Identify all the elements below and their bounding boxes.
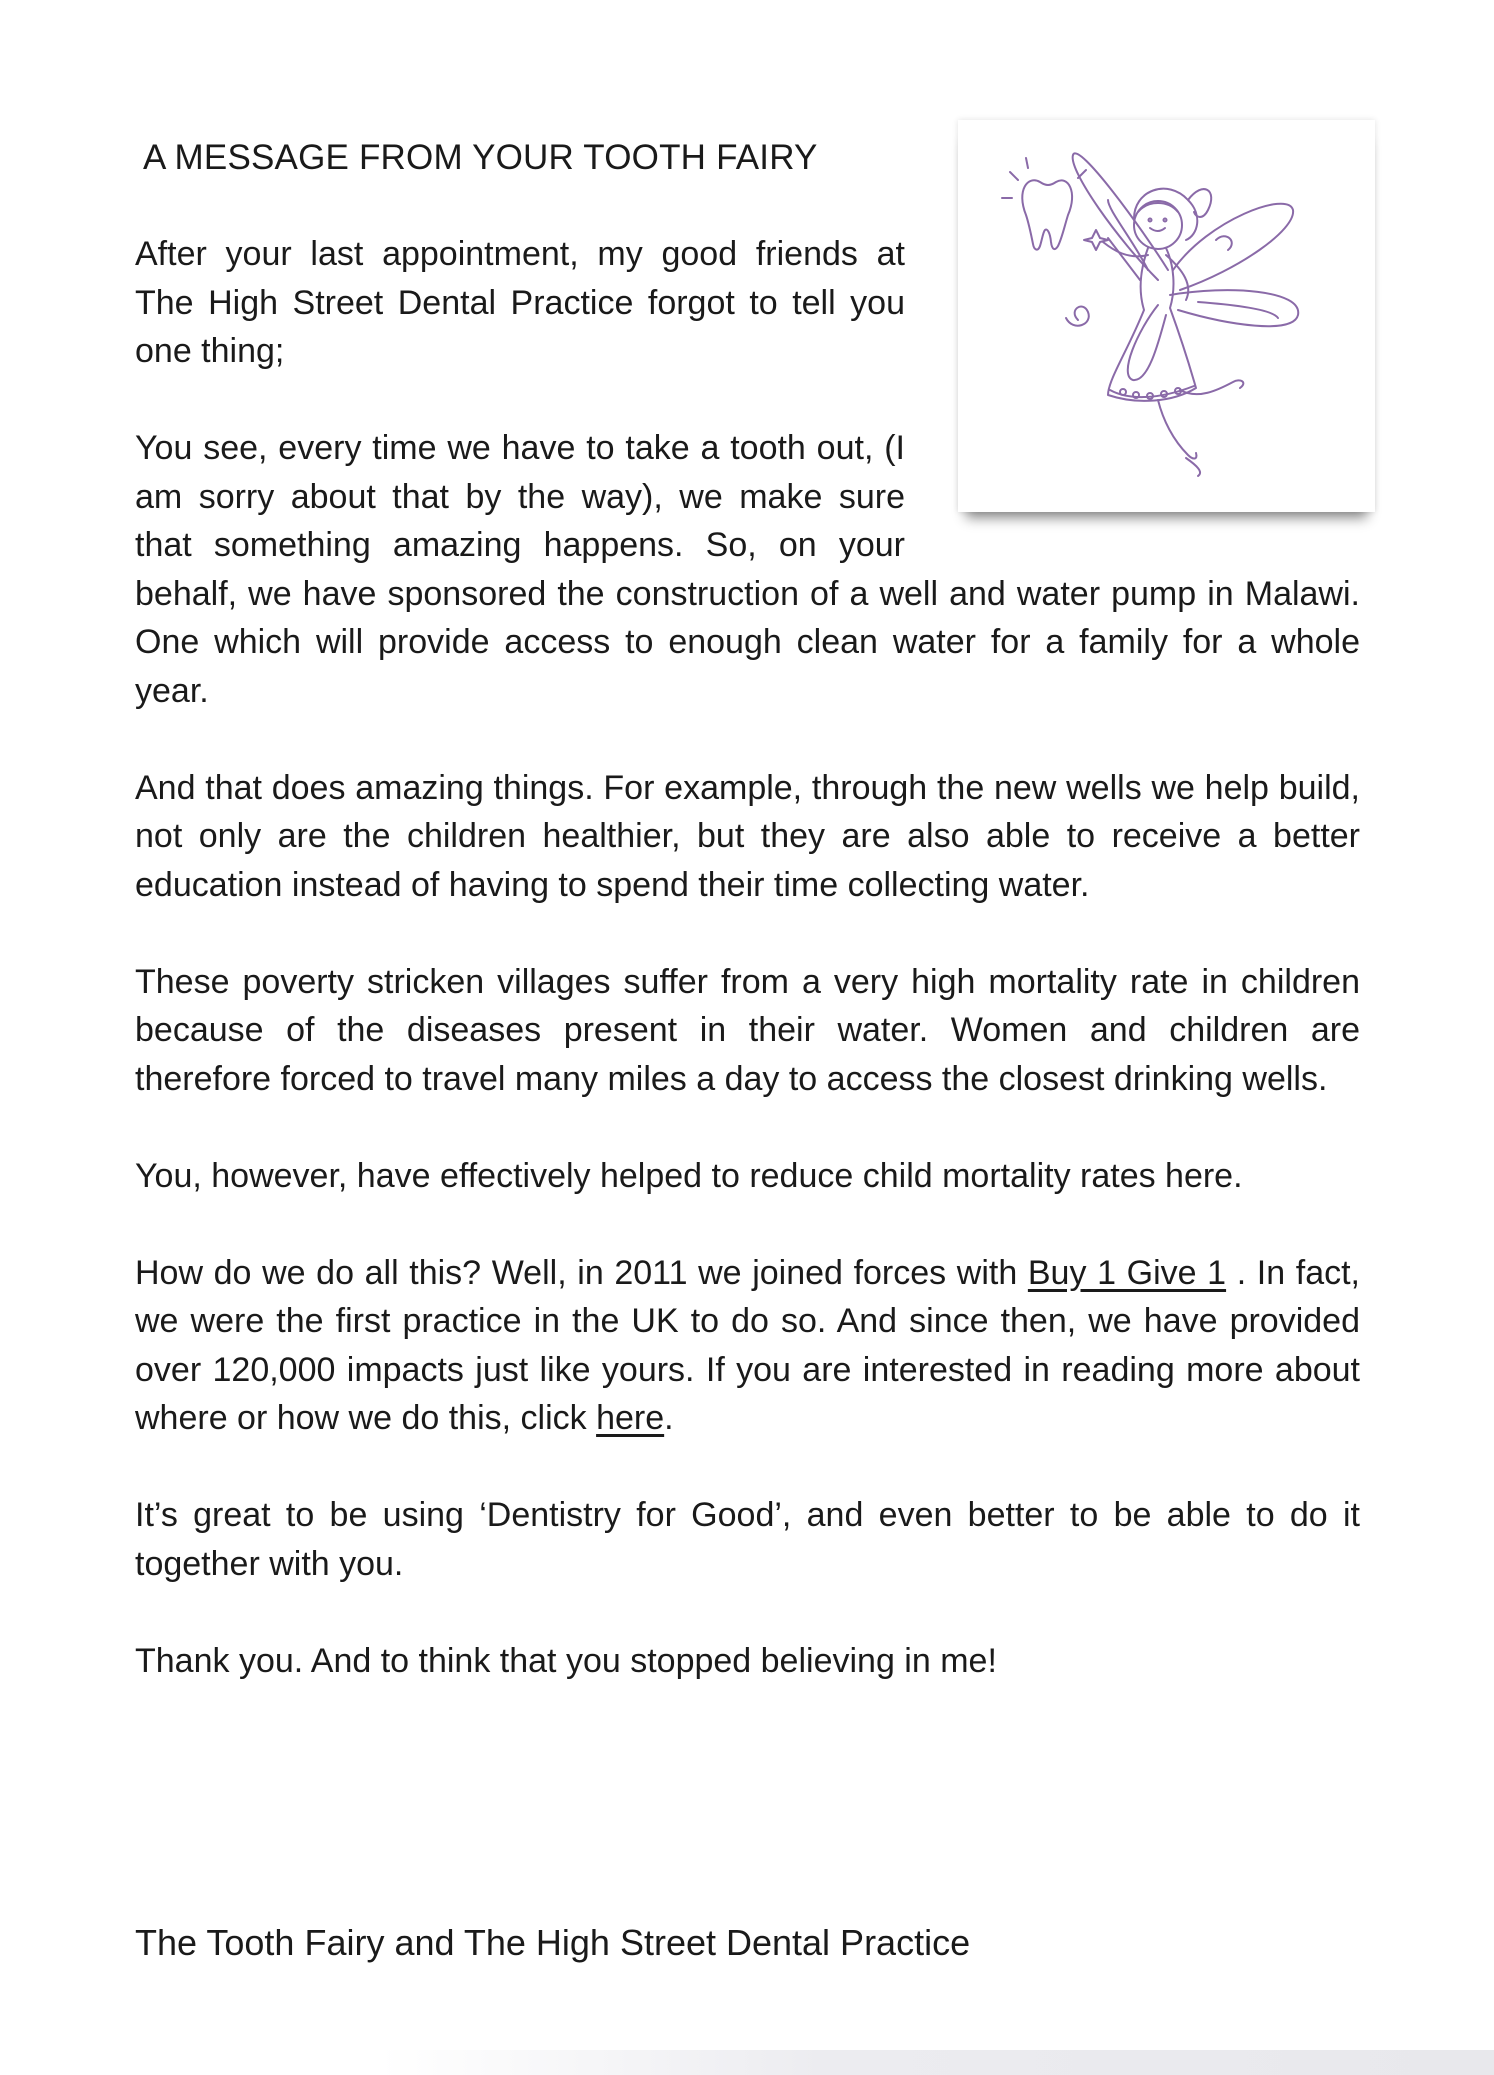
paragraph: And that does amazing things. For example, through the new wells we help build, not only are the children healthier, but they are also able to receive a better education instead of having to spend their time collecting water. bbox=[135, 768, 1360, 904]
paragraph: How do we do all this? Well, in 2011 we joined forces with Buy 1 Give 1 . In fact, we were the first practice in the UK to do so. And since then, we have provided over 120,000 impacts just like yours. If you are interested in reading more about where or how we do this, click here. bbox=[135, 1253, 1361, 1437]
paragraph: Thank you. And to think that you stopped believing in me! bbox=[135, 1641, 997, 1680]
paragraph: These poverty stricken villages suffer from a very high mortality rate in children because of the diseases present in their water. Women and children are therefore forced to travel many miles a day to access the closest drinking wells. bbox=[135, 962, 1360, 1098]
signature: The Tooth Fairy and The High Street Dental Practice bbox=[135, 1922, 971, 1963]
buy1give1-link[interactable]: Buy 1 Give 1 bbox=[1027, 1253, 1227, 1292]
letter-body bbox=[135, 230, 1360, 1734]
here-link[interactable]: here bbox=[596, 1399, 665, 1437]
letter-title: A MESSAGE FROM YOUR TOOTH FAIRY bbox=[143, 138, 818, 177]
paragraph: It’s great to be using ‘Dentistry for Good’, and even better to be able to do it together with you. bbox=[135, 1496, 1360, 1583]
page-bottom-edge bbox=[380, 2050, 1494, 2075]
paragraph: After your last appointment, my good friends at The High Street Dental Practice forgot to tell you one thing; bbox=[135, 235, 905, 370]
paragraph: You, however, have effectively helped to reduce child mortality rates here. bbox=[135, 1156, 1243, 1195]
paragraph: You see, every time we have to take a tooth out, (I am sorry about that by the way), we make sure that something amazing happens. So, on your behalf, we have sponsored the construction of a well and water pump in Malawi. One which will provide access to enough clean water for a family for a whole year. bbox=[135, 429, 1360, 710]
